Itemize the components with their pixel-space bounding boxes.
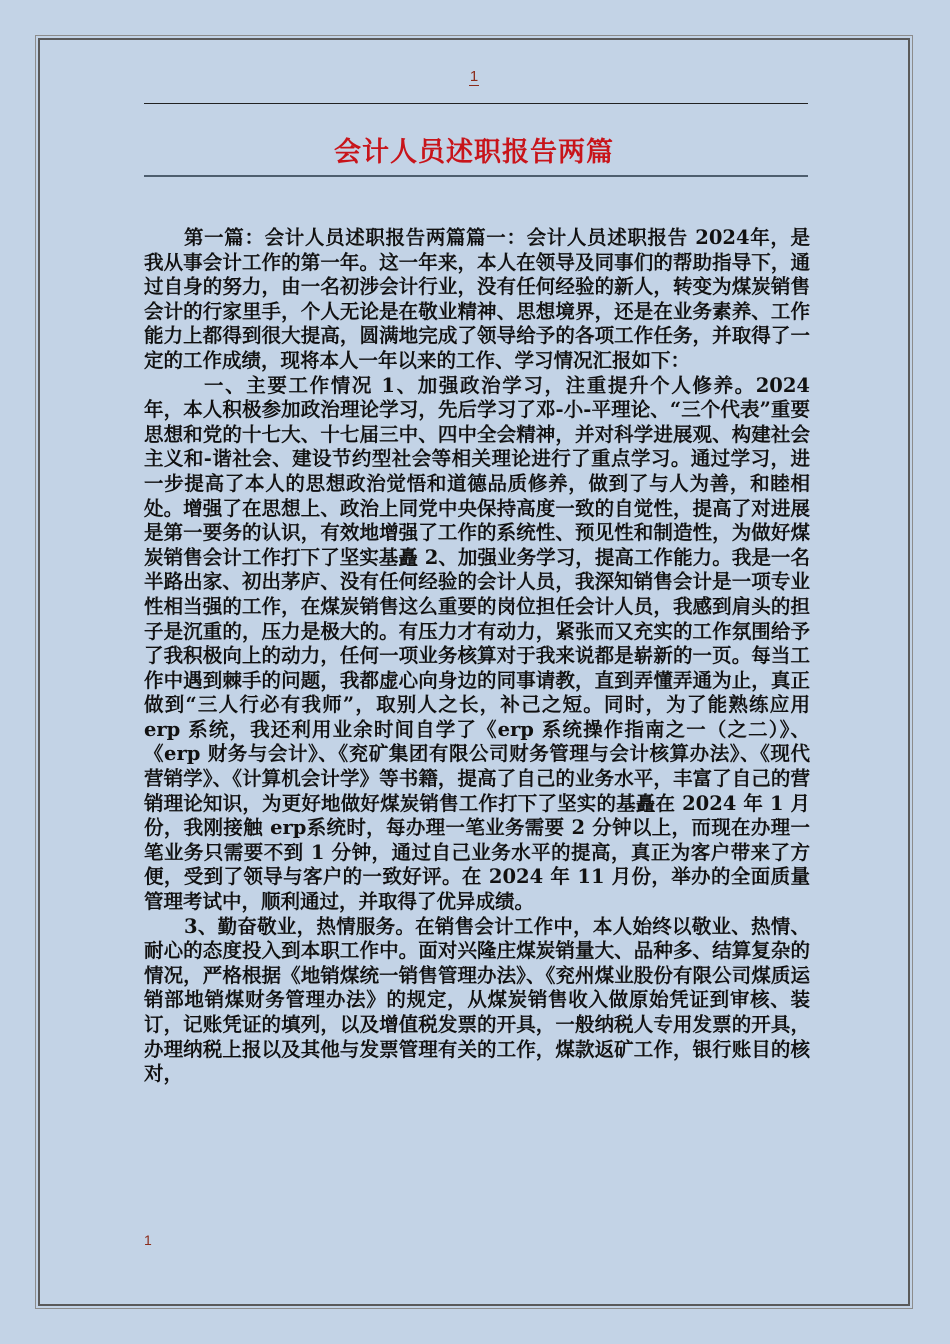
paragraph: 一、主要工作情况 1、加强政治学习，注重提升个人修养。2024 年，本人积极参加政治理论学习，先后学习了邓-小-平理论、“三个代表”重要思想和党的十七大、十七届三中、四中全会精神，并对科学进展观、构建社会主义和-谐社会、建设节约型社会等相关理论进行了重点学习。通过学习，进一步提高了本人的思想政治觉悟和道德品质修养，做到了与人为善，和睦相处。增强了在思想上、政治上同党中央保持高度一致的自觉性，提高了对进展是第一要务的认识，有效地增强了工作的系统性、预见性和制造性，为做好煤炭销售会计工作打下了坚实基矗 2、加强业务学习，提高工作能力。我是一名半路出家、初出茅庐、没有任何经验的会计人员，我深知销售会计是一项专业性相当强的工作，在煤炭销售这么重要的岗位担任会计人员，我感到肩头的担子是沉重的，压力是极大的。有压力才有动力，紧张而又充实的工作氛围给予了我积极向上的动力，任何一项业务核算对于我来说都是崭新的一页。每当工作中遇到棘手的问题，我都虚心向身边的同事请教，直到弄懂弄通为止，真正做到“三人行必有我师”，取别人之长，补己之短。同时，为了能熟练应用 erp 系统，我还利用业余时间自学了《erp 系统操作指南之一（之二）》、《erp 财务与会计》、《兖矿集团有限公司财务管理与会计核算办法》、《现代营销学》、《计算机会计学》等书籍，提高了自己的业务水平，丰富了自己的营销理论知识，为更好地做好煤炭销售工作打下了坚实的基矗在 2024 年 1 月份，我刚接触 erp系统时，每办理一笔业务需要 2 分钟以上，而现在办理一笔业务只需要不到 1 分钟，通过自己业务水平的提高，真正为客户带来了方便，受到了领导与客户的一致好评。在 2024 年 11 月份，举办的全面质量管理考试中，顺利通过，并取得了优异成绩。 [144, 373, 810, 914]
footer-page-number: 1 [144, 1232, 152, 1248]
header-page-number: 1 [469, 68, 479, 85]
header-divider [144, 103, 808, 104]
paragraph: 第一篇：会计人员述职报告两篇篇一：会计人员述职报告 2024年，是我从事会计工作的第一年。这一年来，本人在领导及同事们的帮助指导下，通过自身的努力，由一名初涉会计行业，没有任何经验的新人，转变为煤炭销售会计的行家里手，个人无论是在敬业精神、思想境界，还是在业务素养、工作能力上都得到很大提高，圆满地完成了领导给予的各项工作任务，并取得了一定的工作成绩，现将本人一年以来的工作、学习情况汇报如下： [144, 226, 810, 372]
document-page [38, 38, 910, 1306]
paragraph: 3、勤奋敬业，热情服务。在销售会计工作中，本人始终以敬业、热情、耐心的态度投入到本职工作中。面对兴隆庄煤炭销量大、品种多、结算复杂的情况，严格根据《地销煤统一销售管理办法》、《兖州煤业股份有限公司煤质运销部地销煤财务管理办法》的规定，从煤炭销售收入做原始凭证到审核、装订，记账凭证的填列，以及增值税发票的开具，一般纳税人专用发票的开具，办理纳税上报以及其他与发票管理有关的工作，煤款返矿工作，银行账目的核对， [144, 914, 810, 1086]
document-body [144, 226, 810, 1087]
title-divider [144, 175, 808, 177]
document-title: 会计人员述职报告两篇 [334, 137, 614, 168]
